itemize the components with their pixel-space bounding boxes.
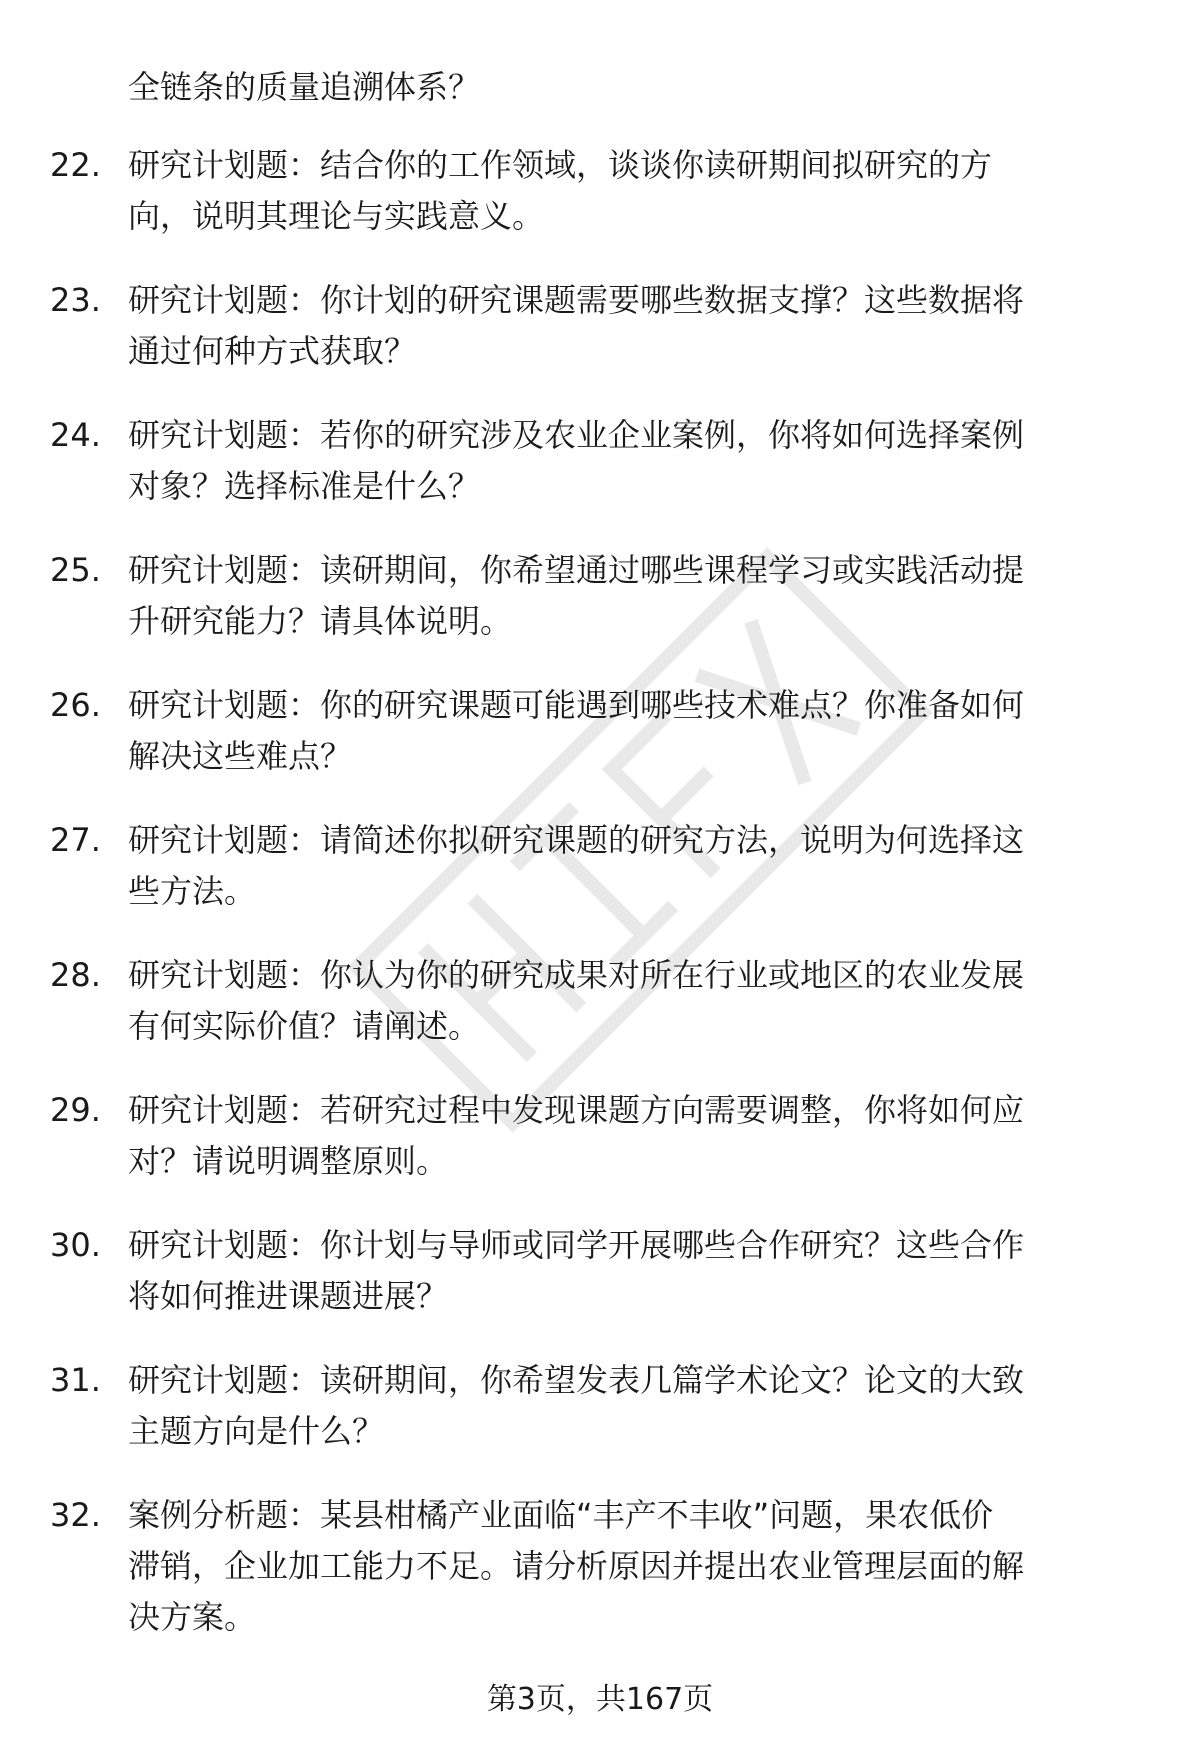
question-number: 24. — [50, 416, 101, 454]
question-text — [128, 815, 1138, 917]
question-text-line: 研究计划题：你认为你的研究成果对所在行业或地区的农业发展 — [128, 956, 1025, 994]
question-item — [50, 410, 1140, 512]
page-footer: 第3页，共167页 — [486, 1682, 714, 1717]
question-text-line: 研究计划题：你计划的研究课题需要哪些数据支撑？这些数据将 — [128, 281, 1025, 319]
question-item — [50, 950, 1140, 1052]
question-text-line: 些方法。 — [128, 872, 257, 910]
question-number: 23. — [50, 281, 101, 319]
question-text-line: 向，说明其理论与实践意义。 — [128, 197, 545, 235]
question-number: 27. — [50, 821, 101, 859]
question-text-line: 对象？选择标准是什么？ — [128, 467, 481, 505]
question-number: 31. — [50, 1361, 101, 1399]
question-item — [50, 1490, 1140, 1643]
question-text — [128, 680, 1138, 782]
question-text-line: 研究计划题：若研究过程中发现课题方向需要调整，你将如何应 — [128, 1091, 1025, 1129]
question-text-line: 决方案。 — [128, 1598, 257, 1636]
question-text — [128, 140, 1138, 242]
question-item — [50, 1355, 1140, 1457]
question-item — [50, 1220, 1140, 1322]
question-text-line: 升研究能力？请具体说明。 — [128, 602, 513, 640]
question-text — [128, 1085, 1138, 1187]
question-text-line: 研究计划题：你的研究课题可能遇到哪些技术难点？你准备如何 — [128, 686, 1025, 724]
question-text — [128, 1490, 1138, 1643]
question-number: 30. — [50, 1226, 101, 1264]
question-text-line: 对？请说明调整原则。 — [128, 1142, 449, 1180]
question-number: 26. — [50, 686, 101, 724]
question-number: 22. — [50, 146, 101, 184]
question-text-line: 研究计划题：结合你的工作领域，谈谈你读研期间拟研究的方 — [128, 146, 993, 184]
question-number: 28. — [50, 956, 101, 994]
question-number: 25. — [50, 551, 101, 589]
question-list — [50, 140, 1140, 1676]
question-number: 29. — [50, 1091, 101, 1129]
question-item — [50, 275, 1140, 377]
question-text-line: 解决这些难点？ — [128, 737, 353, 775]
question-text-line: 主题方向是什么？ — [128, 1412, 385, 1450]
question-item — [50, 140, 1140, 242]
question-text — [128, 275, 1138, 377]
continuation-text: 全链条的质量追溯体系？ — [128, 68, 481, 106]
question-text-line: 滞销，企业加工能力不足。请分析原因并提出农业管理层面的解 — [128, 1547, 1025, 1585]
question-text-line: 研究计划题：若你的研究涉及农业企业案例，你将如何选择案例 — [128, 416, 1025, 454]
question-text-line: 将如何推进课题进展？ — [128, 1277, 449, 1315]
question-text — [128, 1355, 1138, 1457]
question-text-line: 研究计划题：请简述你拟研究课题的研究方法，说明为何选择这 — [128, 821, 1025, 859]
question-text — [128, 950, 1138, 1052]
question-text — [128, 545, 1138, 647]
question-text-line: 通过何种方式获取？ — [128, 332, 417, 370]
question-item — [50, 815, 1140, 917]
question-number: 32. — [50, 1496, 101, 1534]
question-text — [128, 410, 1138, 512]
question-item — [50, 1085, 1140, 1187]
question-text-line: 研究计划题：读研期间，你希望发表几篇学术论文？论文的大致 — [128, 1361, 1025, 1399]
question-text-line: 研究计划题：读研期间，你希望通过哪些课程学习或实践活动提 — [128, 551, 1025, 589]
question-item — [50, 680, 1140, 782]
question-text — [128, 1220, 1138, 1322]
question-item — [50, 545, 1140, 647]
question-text-line: 案例分析题：某县柑橘产业面临“丰产不丰收”问题，果农低价 — [128, 1496, 994, 1534]
question-text-line: 研究计划题：你计划与导师或同学开展哪些合作研究？这些合作 — [128, 1226, 1025, 1264]
question-text-line: 有何实际价值？请阐述。 — [128, 1007, 481, 1045]
